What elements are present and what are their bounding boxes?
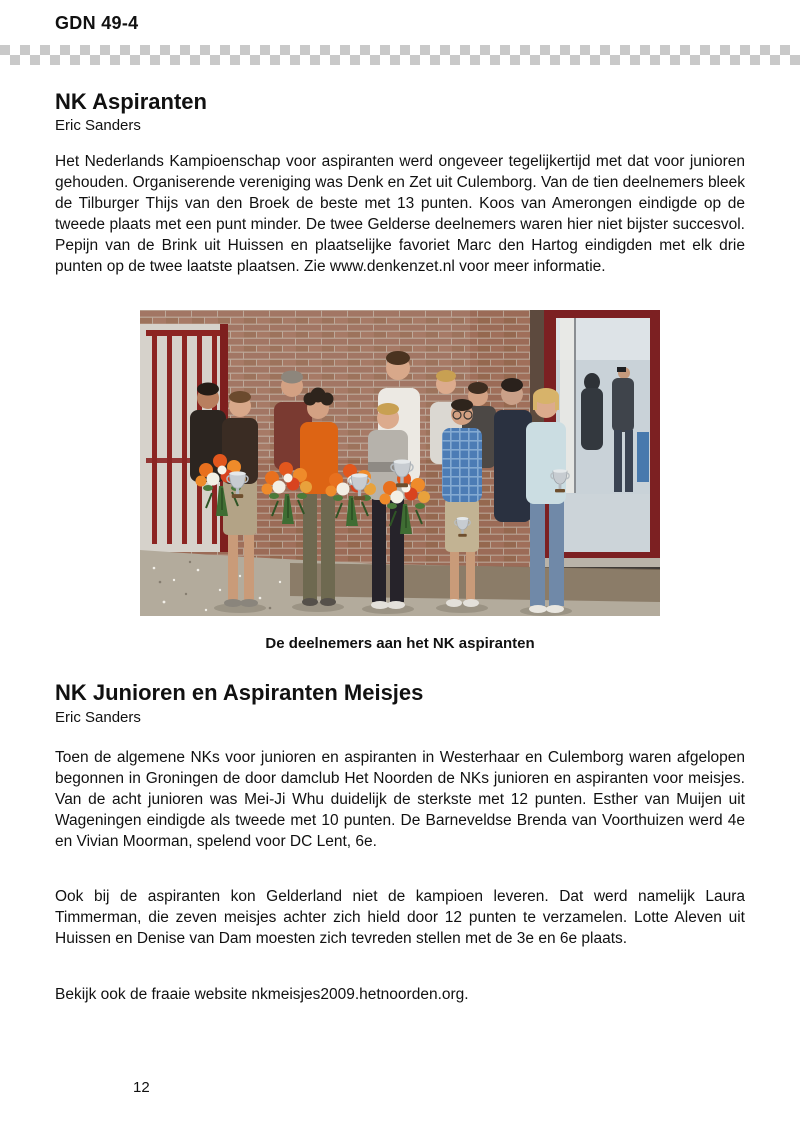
website-line: Bekijk ook de fraaie website nkmeisjes2009.hetnoorden.org. (55, 986, 469, 1003)
article1-title: NK Aspiranten (55, 89, 207, 114)
page-number: 12 (133, 1079, 150, 1096)
article1-author: Eric Sanders (55, 117, 141, 134)
article2-author: Eric Sanders (55, 709, 141, 726)
issue-title: GDN 49-4 (55, 13, 139, 33)
group-photo-figure (140, 310, 660, 616)
article2-paragraph-2: Ook bij de aspiranten kon Gelderland niet de kampioen leveren. Dat werd namelijk Laura Timmerman, die zeven meisjes achter zich hield door 12 punten te verzamelen. Lotte Aleven uit Huissen en Denise van Dam moesten zich tevreden stellen met de 3e en 6e plaats. (55, 888, 745, 947)
article2-paragraph-1: Toen de algemene NKs voor junioren en aspiranten in Westerhaar en Culemborg waren afgelopen begonnen in Groningen de door damclub Het Noorden de NKs junioren en aspiranten voor meisjes. Van de acht junioren was Mei-Ji Whu duidelijk de sterkste met 12 punten. Esther van Muijen uit Wageningen eindigde als tweede met 10 punten. De Barneveldse Brenda van Voorthuizen werd 4e en Vivian Moorman, spelend voor DC Lent, 6e. (55, 749, 745, 850)
article2-title: NK Junioren en Aspiranten Meisjes (55, 680, 424, 705)
article1-body: Het Nederlands Kampioenschap voor aspiranten werd ongeveer tegelijkertijd met dat voor junioren gehouden. Organiserende vereniging was Denk en Zet uit Culemborg. Van de tien deelnemers bleek de Tilburger Thijs van den Broek de beste met 13 punten. Koos van Amerongen eindigde op de tweede plaats met een punt minder. De twee Gelderse deelnemers waren hier niet bijster succesvol. Pepijn van de Brink uit Huissen en plaatselijke favoriet Marc den Hartog eindigden met elk drie punten op de twee laatste plaatsen. Zie www.denkenzet.nl voor meer informatie. (55, 153, 745, 275)
checker-band (0, 45, 800, 65)
group-photo-image (140, 310, 660, 616)
photo-caption: De deelnemers aan het NK aspiranten (265, 635, 535, 652)
